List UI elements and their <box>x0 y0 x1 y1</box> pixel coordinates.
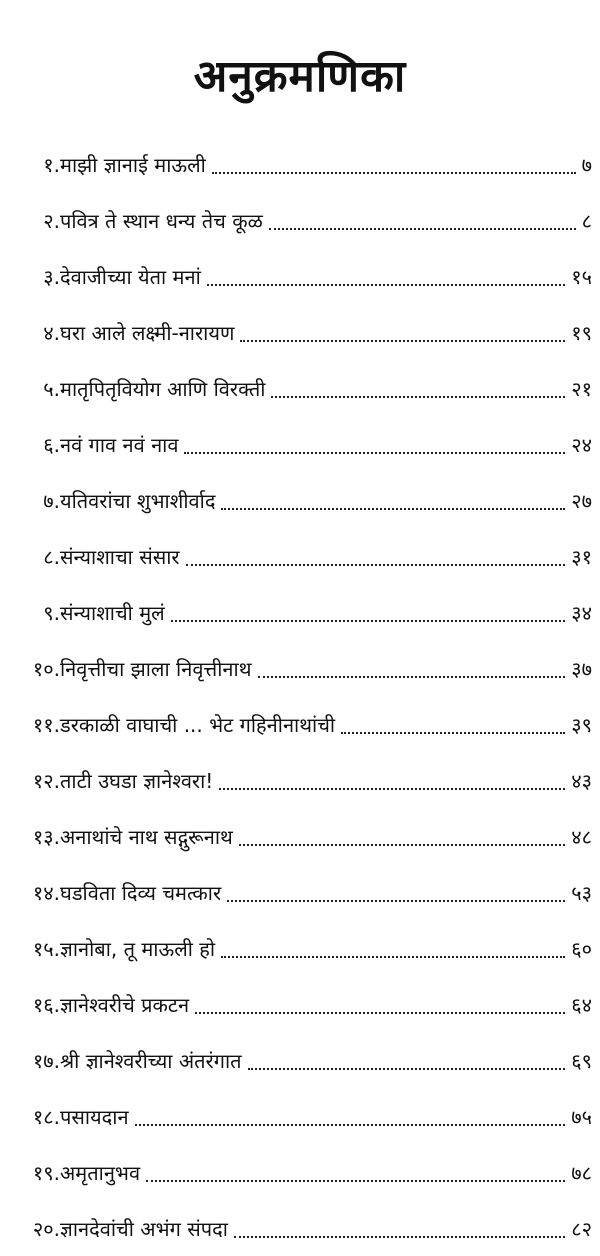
toc-entry-chapter-title: श्री ज्ञानेश्वरीच्या अंतरंगात <box>60 1048 242 1073</box>
toc-entry-page-number: ३९ <box>571 712 592 737</box>
toc-entry-chapter-title: संन्याशाचा संसार <box>60 544 180 569</box>
toc-entry-line <box>60 1215 592 1242</box>
toc-entry-line <box>60 711 592 738</box>
toc-entry-number: १. <box>43 152 60 177</box>
toc-entry-number: १७. <box>32 1048 60 1073</box>
toc-entry-page-number: ७५ <box>571 1104 592 1129</box>
dot-leader <box>195 1012 565 1014</box>
dot-leader <box>271 396 565 398</box>
toc-entry-chapter-title: ताटी उघडा ज्ञानेश्वरा! <box>60 768 214 793</box>
dot-leader <box>146 1180 565 1182</box>
toc-entry-page-number: ८ <box>581 208 592 233</box>
toc-entry-chapter-title: घडविता दिव्य चमत्कार <box>60 880 222 905</box>
toc-entry-chapter-title: नवं गाव नवं नाव <box>60 432 179 457</box>
toc-entry-line <box>60 543 592 570</box>
toc-entry-line <box>60 935 592 962</box>
dot-leader <box>221 508 565 510</box>
toc-entry-page-number: ८२ <box>571 1216 592 1241</box>
dot-leader <box>258 676 566 678</box>
dot-leader <box>212 172 576 174</box>
toc-entry-number: ३. <box>43 264 60 289</box>
toc-entry-line <box>60 431 592 458</box>
toc-entry <box>0 304 600 360</box>
toc-entry-page-number: ६४ <box>571 992 592 1017</box>
toc-entry-page-number: ३४ <box>571 600 592 625</box>
toc-entry <box>0 920 600 976</box>
toc-entry <box>0 248 600 304</box>
toc-entry-chapter-title: यतिवरांचा शुभाशीर्वाद <box>60 488 216 513</box>
toc-entry-number: ५. <box>43 376 60 401</box>
toc-entry-line <box>60 823 592 850</box>
toc-entry-number: ४. <box>43 320 60 345</box>
toc-entry-chapter-title: संन्याशाची मुलं <box>60 600 165 625</box>
toc-entry-line <box>60 767 592 794</box>
toc-entry <box>0 192 600 248</box>
toc-entry <box>0 1200 600 1256</box>
toc-entry-chapter-title: माझी ज्ञानाई माऊली <box>60 152 206 177</box>
toc-entry-number: १६. <box>32 992 60 1017</box>
toc-entry-number: १८. <box>32 1104 60 1129</box>
table-of-contents <box>0 136 600 1256</box>
toc-entry <box>0 584 600 640</box>
toc-entry-number: ८. <box>43 544 60 569</box>
dot-leader <box>234 1236 565 1238</box>
toc-entry-chapter-title: पसायदान <box>60 1104 129 1129</box>
toc-entry-line <box>60 879 592 906</box>
toc-entry <box>0 528 600 584</box>
toc-entry-page-number: ३१ <box>571 544 592 569</box>
toc-entry-number: २. <box>43 208 60 233</box>
toc-entry <box>0 808 600 864</box>
toc-entry <box>0 1088 600 1144</box>
toc-entry-page-number: १५ <box>571 264 592 289</box>
dot-leader <box>207 284 565 286</box>
toc-entry-chapter-title: निवृत्तीचा झाला निवृत्तीनाथ <box>60 656 252 681</box>
toc-entry-number: १२. <box>32 768 60 793</box>
toc-entry-chapter-title: ज्ञानोबा, तू माऊली हो <box>60 936 216 961</box>
toc-entry <box>0 696 600 752</box>
dot-leader <box>186 564 566 566</box>
dot-leader <box>341 732 565 734</box>
toc-entry-line <box>60 655 592 682</box>
dot-leader <box>221 956 565 958</box>
toc-entry <box>0 976 600 1032</box>
toc-entry-chapter-title: पवित्र ते स्थान धन्य तेच कूळ <box>60 208 263 233</box>
toc-entry-page-number: ५३ <box>571 880 592 905</box>
toc-entry-page-number: ४३ <box>571 768 592 793</box>
dot-leader <box>269 228 576 230</box>
toc-entry-chapter-title: अनाथांचे नाथ सद्गुरूनाथ <box>60 824 233 849</box>
toc-entry-page-number: २४ <box>571 432 592 457</box>
dot-leader <box>135 1124 566 1126</box>
toc-entry-number: ११. <box>32 712 60 737</box>
toc-entry <box>0 640 600 696</box>
toc-entry-number: १९. <box>32 1160 60 1185</box>
toc-entry-number: २०. <box>32 1216 60 1241</box>
toc-entry-page-number: २१ <box>571 376 592 401</box>
toc-entry-chapter-title: देवाजीच्या येता मनां <box>60 264 201 289</box>
toc-entry-number: १३. <box>32 824 60 849</box>
toc-entry-line <box>60 991 592 1018</box>
toc-entry-number: १०. <box>32 656 60 681</box>
dot-leader <box>239 844 565 846</box>
toc-entry-line <box>60 375 592 402</box>
toc-entry-line <box>60 1047 592 1074</box>
toc-entry-page-number: १९ <box>571 320 592 345</box>
toc-entry <box>0 1144 600 1200</box>
toc-entry-page-number: ६९ <box>571 1048 592 1073</box>
toc-entry-number: ९. <box>43 600 60 625</box>
toc-entry-page-number: २७ <box>571 488 592 513</box>
toc-entry-line <box>60 151 592 178</box>
dot-leader <box>227 900 565 902</box>
dot-leader <box>219 788 565 790</box>
toc-entry <box>0 864 600 920</box>
toc-entry-number: ६. <box>43 432 60 457</box>
toc-entry-number: ७. <box>43 488 60 513</box>
toc-entry-chapter-title: मातृपितृवियोग आणि विरक्ती <box>60 376 266 401</box>
toc-entry-page-number: ७ <box>581 152 592 177</box>
toc-entry-chapter-title: ज्ञानेश्वरीचे प्रकटन <box>60 992 190 1017</box>
toc-entry-chapter-title: ज्ञानदेवांची अभंग संपदा <box>60 1216 228 1241</box>
toc-entry-page-number: ६० <box>571 936 592 961</box>
toc-entry <box>0 360 600 416</box>
toc-entry-line <box>60 263 592 290</box>
toc-entry <box>0 472 600 528</box>
toc-entry-page-number: ७८ <box>571 1160 592 1185</box>
toc-entry-line <box>60 207 592 234</box>
toc-entry-line <box>60 319 592 346</box>
toc-entry-line <box>60 599 592 626</box>
toc-entry-line <box>60 1159 592 1186</box>
toc-entry-chapter-title: डरकाळी वाघाची ... भेट गहिनीनाथांची <box>60 712 336 737</box>
toc-entry-number: १५. <box>32 936 60 961</box>
toc-entry-page-number: ४८ <box>571 824 592 849</box>
toc-entry <box>0 752 600 808</box>
toc-entry-line <box>60 1103 592 1130</box>
toc-entry-line <box>60 487 592 514</box>
toc-entry-chapter-title: अमृतानुभव <box>60 1160 141 1185</box>
toc-entry <box>0 136 600 192</box>
dot-leader <box>171 620 565 622</box>
toc-entry-page-number: ३७ <box>571 656 592 681</box>
toc-entry-number: १४. <box>32 880 60 905</box>
toc-entry <box>0 416 600 472</box>
dot-leader <box>240 340 565 342</box>
toc-entry <box>0 1032 600 1088</box>
dot-leader <box>184 452 565 454</box>
page-title: अनुक्रमणिका <box>193 51 407 102</box>
dot-leader <box>248 1068 566 1070</box>
toc-entry-chapter-title: घरा आले लक्ष्मी-नारायण <box>60 320 235 345</box>
